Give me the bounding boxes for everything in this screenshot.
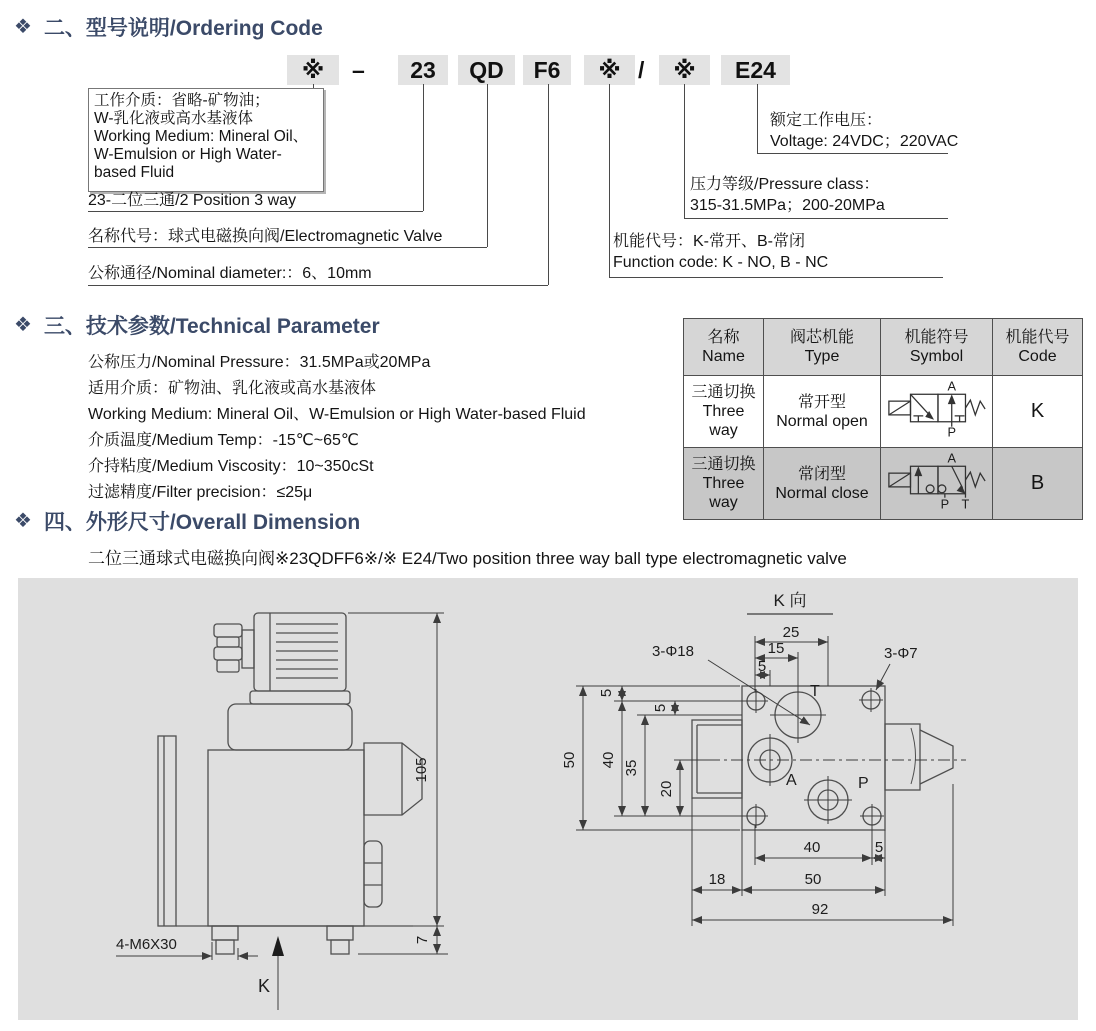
note-underline bbox=[684, 218, 948, 219]
k-view-centerlines bbox=[708, 687, 966, 828]
cell-type: 常闭型 Normal close bbox=[764, 448, 881, 520]
dimension-subtitle: 二位三通球式电磁换向阀※23QDFF6※/※ E24/Two position three way ball type electromagnetic valve bbox=[88, 549, 847, 568]
code-box-e24: E24 bbox=[721, 55, 790, 85]
dim-5-top: 5 bbox=[757, 658, 767, 675]
diamond-bullet-icon: ❖ bbox=[14, 16, 32, 38]
code-box-f6: F6 bbox=[523, 55, 571, 85]
code-box-function: ※ bbox=[584, 55, 635, 85]
note-line: 机能代号：K-常开、B-常闭 bbox=[613, 233, 806, 250]
code-box-pressure: ※ bbox=[659, 55, 710, 85]
diamond-bullet-icon: ❖ bbox=[14, 510, 32, 532]
port-label-p: P bbox=[940, 496, 949, 512]
dim-40-bottom: 40 bbox=[803, 839, 821, 856]
valve-symbol-normal-open bbox=[883, 378, 991, 440]
k-view-drawing bbox=[692, 686, 953, 830]
label-3-phi7: 3-Φ7 bbox=[884, 645, 918, 662]
port-label-a: A bbox=[946, 378, 956, 394]
leader-line bbox=[609, 84, 610, 277]
dim-18: 18 bbox=[708, 871, 726, 888]
note-underline bbox=[88, 211, 423, 212]
param-line: 适用介质：矿物油、乳化液或高水基液体 bbox=[88, 380, 377, 397]
dim-7: 7 bbox=[414, 935, 431, 945]
code-box-prefix: ※ bbox=[287, 55, 339, 85]
param-line: 介质温度/Medium Temp：-15℃~65℃ bbox=[88, 432, 359, 449]
section3-header bbox=[14, 310, 380, 340]
cell-symbol bbox=[881, 376, 993, 448]
col-symbol: 机能符号 Symbol bbox=[881, 319, 993, 376]
col-type: 阀芯机能 Type bbox=[764, 319, 881, 376]
note-line: 工作介质：省略-矿物油； bbox=[94, 92, 270, 109]
code-dash: – bbox=[352, 56, 365, 83]
valve-side-view-drawing bbox=[158, 613, 422, 954]
note-line: 额定工作电压： bbox=[770, 112, 883, 129]
note-underline bbox=[609, 277, 943, 278]
leader-line bbox=[548, 84, 549, 285]
view-k-label: K bbox=[258, 976, 271, 996]
note-line: 315-31.5MPa；200-20MPa bbox=[690, 197, 885, 214]
dim-5-left2: 5 bbox=[652, 703, 669, 713]
leader-line bbox=[487, 84, 488, 247]
section2-title: 二、型号说明/Ordering Code bbox=[43, 17, 323, 40]
param-line: 过滤精度/Filter precision：≤25μ bbox=[88, 484, 313, 501]
cell-code: K bbox=[993, 376, 1083, 448]
note-underline bbox=[88, 285, 548, 286]
col-name: 名称 Name bbox=[684, 319, 764, 376]
note-underline bbox=[88, 247, 487, 248]
section4-header bbox=[14, 506, 360, 536]
dim-5-bottom: 5 bbox=[874, 839, 884, 856]
voltage-note bbox=[770, 110, 958, 152]
working-medium-note bbox=[88, 88, 324, 192]
cell-code: B bbox=[993, 448, 1083, 520]
dim-35: 35 bbox=[623, 759, 640, 777]
dim-105: 105 bbox=[413, 757, 430, 783]
cell-name: 三通切换 Three way bbox=[684, 448, 764, 520]
function-note bbox=[613, 231, 828, 273]
dim-25: 25 bbox=[782, 624, 800, 641]
table-header-row bbox=[684, 319, 1083, 376]
bolt-label: 4-M6X30 bbox=[116, 936, 177, 953]
table-row bbox=[684, 376, 1083, 448]
view-k-arrow bbox=[272, 936, 284, 956]
cell-name: 三通切换 Three way bbox=[684, 376, 764, 448]
k-view-title: K 向 bbox=[773, 591, 807, 610]
note-line: 压力等级/Pressure class： bbox=[690, 176, 880, 193]
label-3-phi18: 3-Φ18 bbox=[652, 643, 694, 660]
dim-40-left: 40 bbox=[600, 751, 617, 769]
valve-symbol-normal-close bbox=[883, 450, 991, 512]
port-label-t: T bbox=[961, 496, 969, 512]
dim-50-left: 50 bbox=[561, 751, 578, 769]
note-line: W-乳化液或高水基液体 bbox=[94, 110, 254, 127]
note-line: based Fluid bbox=[94, 164, 175, 181]
cell-type: 常开型 Normal open bbox=[764, 376, 881, 448]
section4-title: 四、外形尺寸/Overall Dimension bbox=[43, 511, 361, 534]
technical-parameters bbox=[88, 350, 586, 506]
diameter-note: 公称通径/Nominal diameter:：6、10mm bbox=[88, 265, 372, 282]
col-code: 机能代号 Code bbox=[993, 319, 1083, 376]
port-label-a: A bbox=[946, 450, 956, 466]
port-a-label: A bbox=[786, 772, 797, 789]
code-slash: / bbox=[638, 56, 645, 83]
section3-title: 三、技术参数/Technical Parameter bbox=[43, 315, 380, 338]
note-line: Function code: K - NO, B - NC bbox=[613, 254, 829, 271]
dim-5-left1: 5 bbox=[598, 688, 615, 698]
cell-symbol bbox=[881, 448, 993, 520]
dim-92: 92 bbox=[811, 901, 829, 918]
dim-50-bottom: 50 bbox=[804, 871, 822, 888]
note-line: W-Emulsion or High Water- bbox=[94, 146, 282, 163]
param-line: Working Medium: Mineral Oil、W-Emulsion or High Water-based Fluid bbox=[88, 406, 586, 423]
port-t-label: T bbox=[810, 683, 820, 700]
param-line: 介持粘度/Medium Viscosity：10~350cSt bbox=[88, 458, 374, 475]
leader-line bbox=[423, 84, 424, 211]
table-row bbox=[684, 448, 1083, 520]
dim-15: 15 bbox=[767, 640, 785, 657]
leader-line bbox=[757, 84, 758, 153]
section2-header bbox=[14, 12, 323, 42]
dimension-drawings bbox=[18, 578, 1078, 1020]
diamond-bullet-icon: ❖ bbox=[14, 314, 32, 336]
note-line: Working Medium: Mineral Oil、 bbox=[94, 128, 309, 145]
pressure-note bbox=[690, 174, 885, 216]
param-line: 公称压力/Nominal Pressure：31.5MPa或20MPa bbox=[88, 354, 431, 371]
function-table bbox=[683, 318, 1083, 520]
port-p-label: P bbox=[858, 775, 869, 792]
valve-name-note: 名称代号：球式电磁换向阀/Electromagnetic Valve bbox=[88, 228, 443, 245]
position-note: 23-二位三通/2 Position 3 way bbox=[88, 192, 297, 209]
port-label-p: P bbox=[946, 424, 956, 440]
dim-20: 20 bbox=[658, 780, 675, 798]
leader-line bbox=[684, 84, 685, 218]
code-box-23: 23 bbox=[398, 55, 448, 85]
note-line: Voltage: 24VDC；220VAC bbox=[770, 133, 959, 150]
code-box-qd: QD bbox=[458, 55, 515, 85]
dimension-drawing-panel bbox=[18, 578, 1078, 1020]
note-underline bbox=[757, 153, 948, 154]
